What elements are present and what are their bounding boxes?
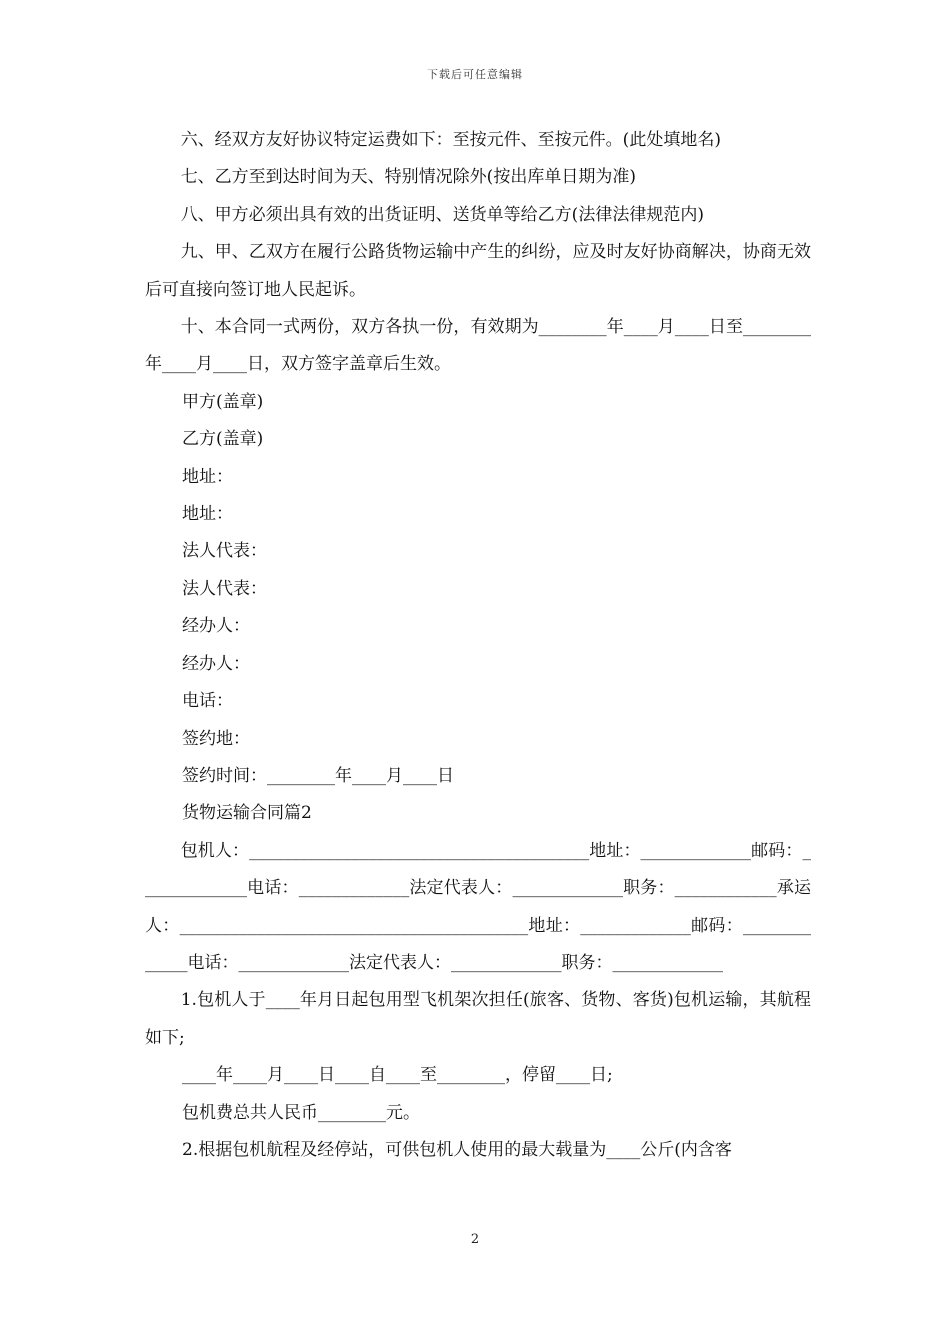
sign-time-line: 签约时间：________年____月____日 bbox=[182, 765, 454, 786]
sign-place-label: 签约地： bbox=[182, 728, 250, 749]
address-b-label: 地址： bbox=[182, 504, 233, 525]
legal-rep-b-label: 法人代表： bbox=[182, 578, 267, 599]
party-a-seal-label: 甲方(盖章) bbox=[182, 391, 264, 412]
page-header: 下载后可任意编辑 bbox=[427, 68, 523, 81]
legal-rep-a-label: 法人代表： bbox=[182, 541, 267, 562]
charter-parties-block: 包机人：________________________________________地址：_____________邮码：_____________电话：_____________法定代表人：_____________职务：____________承运人：_________________________________________地址：_____________邮码：_____________电话：_____________法定代表人：_____________职务：_____________ bbox=[145, 840, 811, 973]
party-b-seal-label: 乙方(盖章) bbox=[182, 429, 264, 450]
page-number: 2 bbox=[470, 1232, 480, 1247]
clause-8: 八、甲方必须出具有效的出货证明、送货单等给乙方(法律法律规范内) bbox=[180, 204, 704, 225]
clause-9: 九、甲、乙双方在履行公路货物运输中产生的纠纷，应及时友好协商解决，协商无效后可直接向签订地人民起诉。 bbox=[145, 242, 811, 300]
charter-item-2: 2.根据包机航程及经停站，可供包机人使用的最大载量为____公斤(内含客 bbox=[182, 1139, 732, 1160]
charter-route-line: ____年____月____日____自____至________，停留____日; bbox=[182, 1065, 613, 1086]
clause-10: 十、本合同一式两份，双方各执一份，有效期为________年____月____日至________年____月____日，双方签字盖章后生效。 bbox=[145, 317, 811, 375]
handler-a-label: 经办人： bbox=[182, 616, 250, 637]
phone-label: 电话： bbox=[182, 691, 233, 712]
clause-7: 七、乙方至到达时间为天、特别情况除外(按出库单日期为准) bbox=[180, 167, 636, 188]
section-title: 货物运输合同篇2 bbox=[182, 803, 312, 824]
charter-item-1: 1.包机人于____年月日起包用型飞机架次担任(旅客、货物、客货)包机运输，其航程如下; bbox=[145, 990, 811, 1048]
clause-6: 六、经双方友好协议特定运费如下：至按元件、至按元件。(此处填地名) bbox=[180, 130, 721, 150]
document-body bbox=[145, 122, 811, 1169]
address-a-label: 地址： bbox=[182, 466, 233, 487]
handler-b-label: 经办人： bbox=[182, 653, 250, 674]
charter-fee-line: 包机费总共人民币________元。 bbox=[182, 1102, 420, 1123]
